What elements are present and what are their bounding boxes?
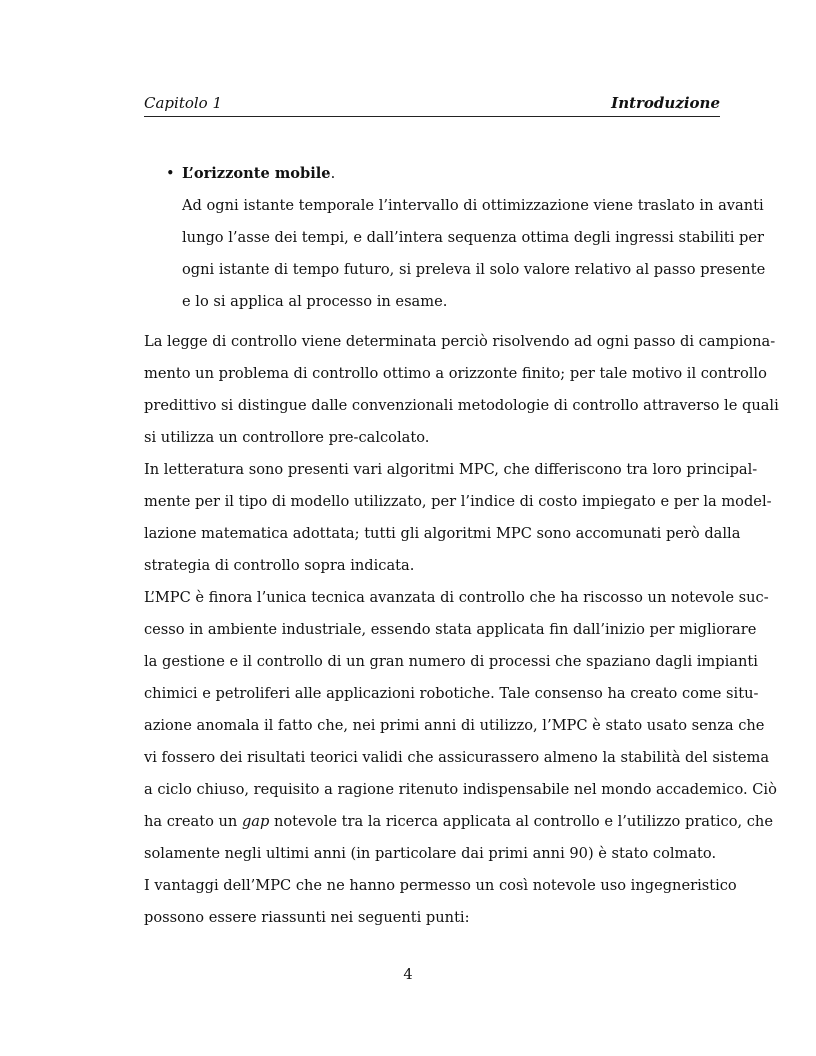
text-line: cesso in ambiente industriale, essendo stata applicata fin dall’inizio per migliorare (144, 621, 757, 638)
bullet-item (144, 158, 766, 318)
text-line: La legge di controllo viene determinata perciò risolvendo ad ogni passo di campiona- (144, 333, 776, 350)
text-line: si utilizza un controllore pre-calcolato. (144, 429, 430, 446)
gap-line-before: ha creato un (144, 813, 242, 830)
text-line: a ciclo chiuso, requisito a ragione ritenuto indispensabile nel mondo accademico. Ciò (144, 781, 777, 798)
bullet-icon: • (166, 165, 175, 182)
page-number: 4 (403, 966, 413, 983)
text-line: vi fossero dei risultati teorici validi che assicurassero almeno la stabilità del sistema (144, 749, 770, 766)
text-line: la gestione e il controllo di un gran numero di processi che spaziano dagli impianti (144, 653, 758, 670)
running-header (144, 92, 720, 117)
text-line: strategia di controllo sopra indicata. (144, 557, 415, 574)
bullet-text (182, 190, 766, 318)
paragraph (144, 870, 737, 934)
text-line: solamente negli ultimi anni (in particolare dai primi anni 90) è stato colmato. (144, 845, 717, 862)
gap-line-after: notevole tra la ricerca applicata al controllo e l’utilizzo pratico, che (269, 813, 773, 830)
text-line: azione anomala il fatto che, nei primi anni di utilizzo, l’MPC è stato usato senza che (144, 717, 765, 734)
text-line: predittivo si distingue dalle convenzionali metodologie di controllo attraverso le quali (144, 397, 779, 414)
text-line: lungo l’asse dei tempi, e dall’intera sequenza ottima degli ingressi stabiliti per (182, 229, 764, 246)
page-body (144, 158, 779, 934)
text-line: mento un problema di controllo ottimo a orizzonte finito; per tale motivo il controllo (144, 365, 767, 382)
text-line: L’MPC è finora l’unica tecnica avanzata di controllo che ha riscosso un notevole suc- (144, 589, 769, 606)
text-line-with-italic (144, 806, 773, 838)
chapter-label: Capitolo 1 (144, 94, 223, 112)
text-line: Ad ogni istante temporale l’intervallo di ottimizzazione viene traslato in avanti (182, 197, 764, 214)
bullet-heading (182, 158, 720, 190)
text-line: chimici e petroliferi alle applicazioni robotiche. Tale consenso ha creato come situ- (144, 685, 759, 702)
gap-italic-word: gap (241, 813, 270, 830)
paragraph (144, 326, 779, 454)
text-line: ogni istante di tempo futuro, si preleva il solo valore relativo al passo presente (182, 261, 766, 278)
text-line: e lo si applica al processo in esame. (182, 293, 448, 310)
paragraph (144, 454, 772, 582)
text-line: possono essere riassunti nei seguenti punti: (144, 909, 470, 926)
text-line: I vantaggi dell’MPC che ne hanno permesso un così notevole uso ingegneristico (144, 877, 737, 894)
bullet-title: L’orizzonte mobile (182, 165, 331, 182)
paragraph (144, 582, 777, 870)
text-line: mente per il tipo di modello utilizzato, per l’indice di costo impiegato e per la model- (144, 493, 772, 510)
text-line: lazione matematica adottata; tutti gli algoritmi MPC sono accomunati però dalla (144, 525, 741, 542)
chapter-title: Introduzione (611, 94, 720, 112)
text-line: In letteratura sono presenti vari algoritmi MPC, che differiscono tra loro principal- (144, 461, 758, 478)
bullet-title-punct: . (330, 165, 336, 182)
